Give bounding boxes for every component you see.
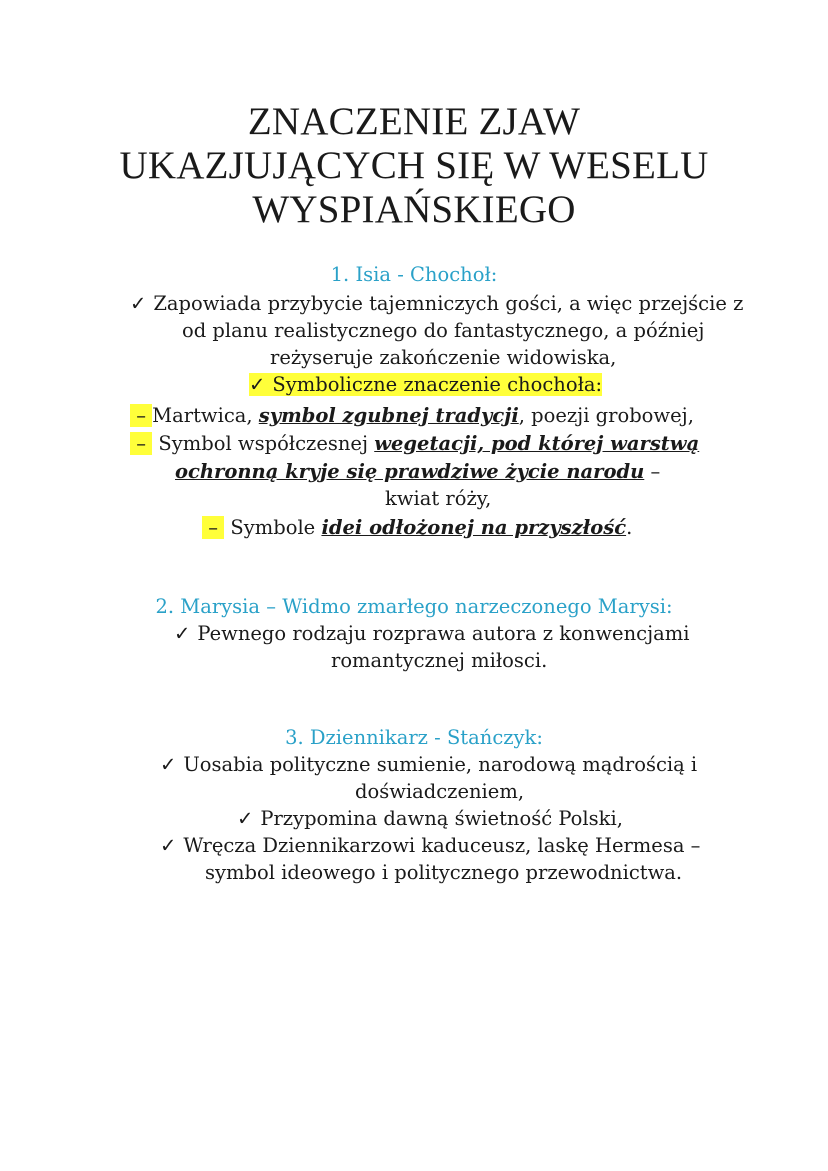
list-item	[174, 621, 689, 648]
list-item	[130, 291, 743, 318]
title-line-2: UKAZJUJĄCYCH SIĘ W WESELU	[119, 144, 709, 187]
emphasis-text: wegetacji, pod której warstwą	[374, 432, 700, 455]
item-text: Pewnego rodzaju rozprawa autora z konwencjami	[197, 622, 690, 645]
section-heading: 2. Marysia – Widmo zmarłego narzeczonego Marysi:	[155, 595, 673, 618]
sub-item-text: Symbol współczesnej	[158, 432, 375, 455]
check-icon: ✓	[160, 834, 177, 857]
check-icon: ✓	[249, 373, 266, 396]
sub-item	[202, 515, 632, 542]
check-icon: ✓	[237, 807, 254, 830]
dash-icon: –	[130, 432, 152, 455]
check-icon: ✓	[160, 753, 177, 776]
sub-item-continued: kwiat róży,	[385, 487, 492, 510]
list-item	[160, 752, 697, 779]
dash-icon: –	[130, 404, 152, 427]
item-text: Wręcza Dziennikarzowi kaduceusz, laskę Hermesa –	[183, 834, 701, 857]
check-icon: ✓	[174, 622, 191, 645]
section-heading: 1. Isia - Chochoł:	[330, 263, 498, 286]
item-text: Symboliczne znaczenie chochoła:	[272, 373, 603, 396]
sub-item-text: Martwica,	[152, 404, 259, 427]
list-item-highlighted	[249, 372, 602, 399]
sub-item-continued	[175, 459, 660, 486]
title-line-1: ZNACZENIE ZJAW	[247, 100, 581, 143]
emphasis-text: ochronną kryje się prawdziwe życie narodu	[175, 460, 645, 483]
item-text: Uosabia polityczne sumienie, narodową mądrością i	[183, 753, 698, 776]
sub-item-text: Symbole	[230, 516, 322, 539]
dash-icon: –	[202, 516, 224, 539]
item-text-continued: od planu realistycznego do fantastycznego, a później	[182, 319, 705, 342]
list-item	[160, 833, 700, 860]
list-item	[237, 806, 623, 833]
title-line-3: WYSPIAŃSKIEGO	[252, 188, 576, 231]
item-text-continued: symbol ideowego i politycznego przewodnictwa.	[205, 861, 683, 884]
check-icon: ✓	[130, 292, 147, 315]
item-text-continued: reżyseruje zakończenie widowiska,	[270, 346, 617, 369]
item-text-continued: doświadczeniem,	[355, 780, 525, 803]
sub-item-text: , poezji grobowej,	[518, 404, 694, 427]
sub-item	[130, 403, 694, 430]
document-title	[0, 100, 828, 232]
section-heading: 3. Dziennikarz - Stańczyk:	[285, 726, 543, 749]
sub-item-text: –	[644, 460, 661, 483]
item-text: Przypomina dawną świetność Polski,	[260, 807, 623, 830]
sub-item	[130, 431, 699, 458]
item-text: Zapowiada przybycie tajemniczych gości, a więc przejście z	[153, 292, 744, 315]
emphasis-text: idei odłożonej na przyszłość	[321, 516, 627, 539]
sub-item-text: .	[626, 516, 633, 539]
emphasis-text: symbol zgubnej tradycji	[258, 404, 519, 427]
item-text-continued: romantycznej miłosci.	[331, 649, 548, 672]
